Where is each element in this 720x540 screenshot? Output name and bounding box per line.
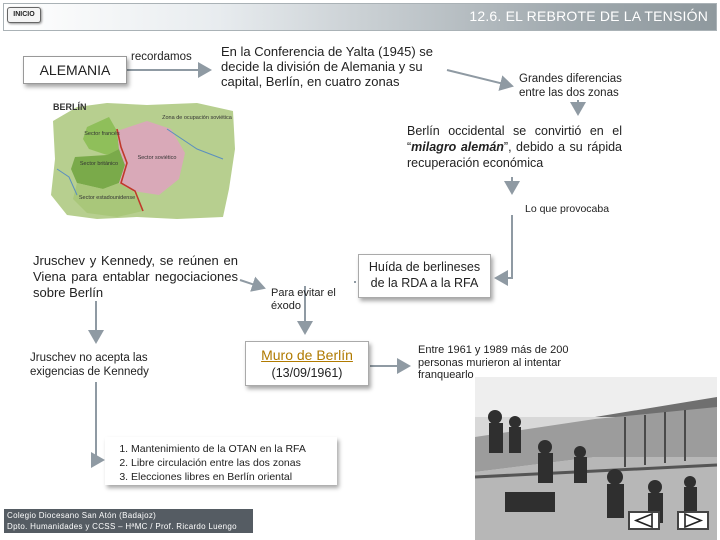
page-title: 12.6. EL REBROTE DE LA TENSIÓN xyxy=(469,8,708,24)
map-label-sovietico: Sector soviético xyxy=(137,155,177,161)
provocaba-label: Lo que provocaba xyxy=(525,203,610,215)
list-item: 2. Libre circulación entre las dos zonas xyxy=(131,456,331,470)
home-button[interactable]: INICIO xyxy=(7,7,41,23)
arrow-rechazo-consecuencias xyxy=(96,382,103,460)
muro-berlin-link[interactable]: Muro de Berlín xyxy=(261,347,353,363)
berlin-map xyxy=(47,99,237,221)
muertes-text: Entre 1961 y 1989 más de 200 personas murieron al intentar franquearlo xyxy=(418,344,569,381)
muro-box xyxy=(245,341,369,386)
next-icon xyxy=(679,513,707,528)
map-label-frances: Sector francés xyxy=(84,131,120,137)
milagro-emphasis: milagro alemán xyxy=(411,140,504,154)
prev-icon xyxy=(630,513,658,528)
alemania-box: ALEMANIA xyxy=(23,56,127,84)
yalta-text: En la Conferencia de Yalta (1945) se decide la división de Alemania y su capital, Berlín, en cuatro zonas xyxy=(221,44,433,89)
jruschev-kennedy-text: Jruschev y Kennedy, se reúnen en Viena para entablar negociaciones sobre Berlín xyxy=(33,253,238,300)
milagro-pre: Berlín occidental se convirtió en el “ xyxy=(407,124,622,154)
list-item: 1. Mantenimiento de la OTAN en la RFA xyxy=(131,442,331,456)
arrow-provocaba-huida xyxy=(496,215,512,278)
map-label-britanico: Sector británico xyxy=(79,161,119,167)
recordamos-label: recordamos xyxy=(131,51,192,63)
evitar-exodo-label: Para evitar el éxodo xyxy=(271,287,336,312)
map-label-estadounidense: Sector estadounidense xyxy=(78,195,136,201)
list-item: 3. Elecciones libres en Berlín oriental xyxy=(131,470,331,484)
consecuencias-box xyxy=(105,437,337,485)
map-title: BERLÍN xyxy=(53,102,87,112)
arrow-jruschev-evitar xyxy=(240,280,264,288)
next-button[interactable] xyxy=(677,511,709,530)
map-label-sovietica: Zona de ocupación soviética xyxy=(162,115,232,121)
milagro-text xyxy=(407,123,622,171)
consecuencias-list xyxy=(111,442,331,484)
prev-button[interactable] xyxy=(628,511,660,530)
footer-line-2: Dpto. Humanidades y CCSS – HªMC / Prof. Ricardo Luengo xyxy=(7,522,237,531)
rechazo-text: Jruschev no acepta las exigencias de Kennedy xyxy=(30,352,149,378)
diferencias-text: Grandes diferencias entre las dos zonas xyxy=(519,73,622,99)
milagro-post: ”, debido a su rápida recuperación económica xyxy=(407,140,622,170)
footer-credits xyxy=(4,509,253,533)
footer-line-1: Colegio Diocesano San Atón (Badajoz) xyxy=(7,511,157,520)
muro-fecha: (13/09/1961) xyxy=(271,366,343,380)
huida-box: Huída de berlineses de la RDA a la RFA xyxy=(358,254,491,298)
arrow-yalta-diferencias xyxy=(447,70,512,86)
